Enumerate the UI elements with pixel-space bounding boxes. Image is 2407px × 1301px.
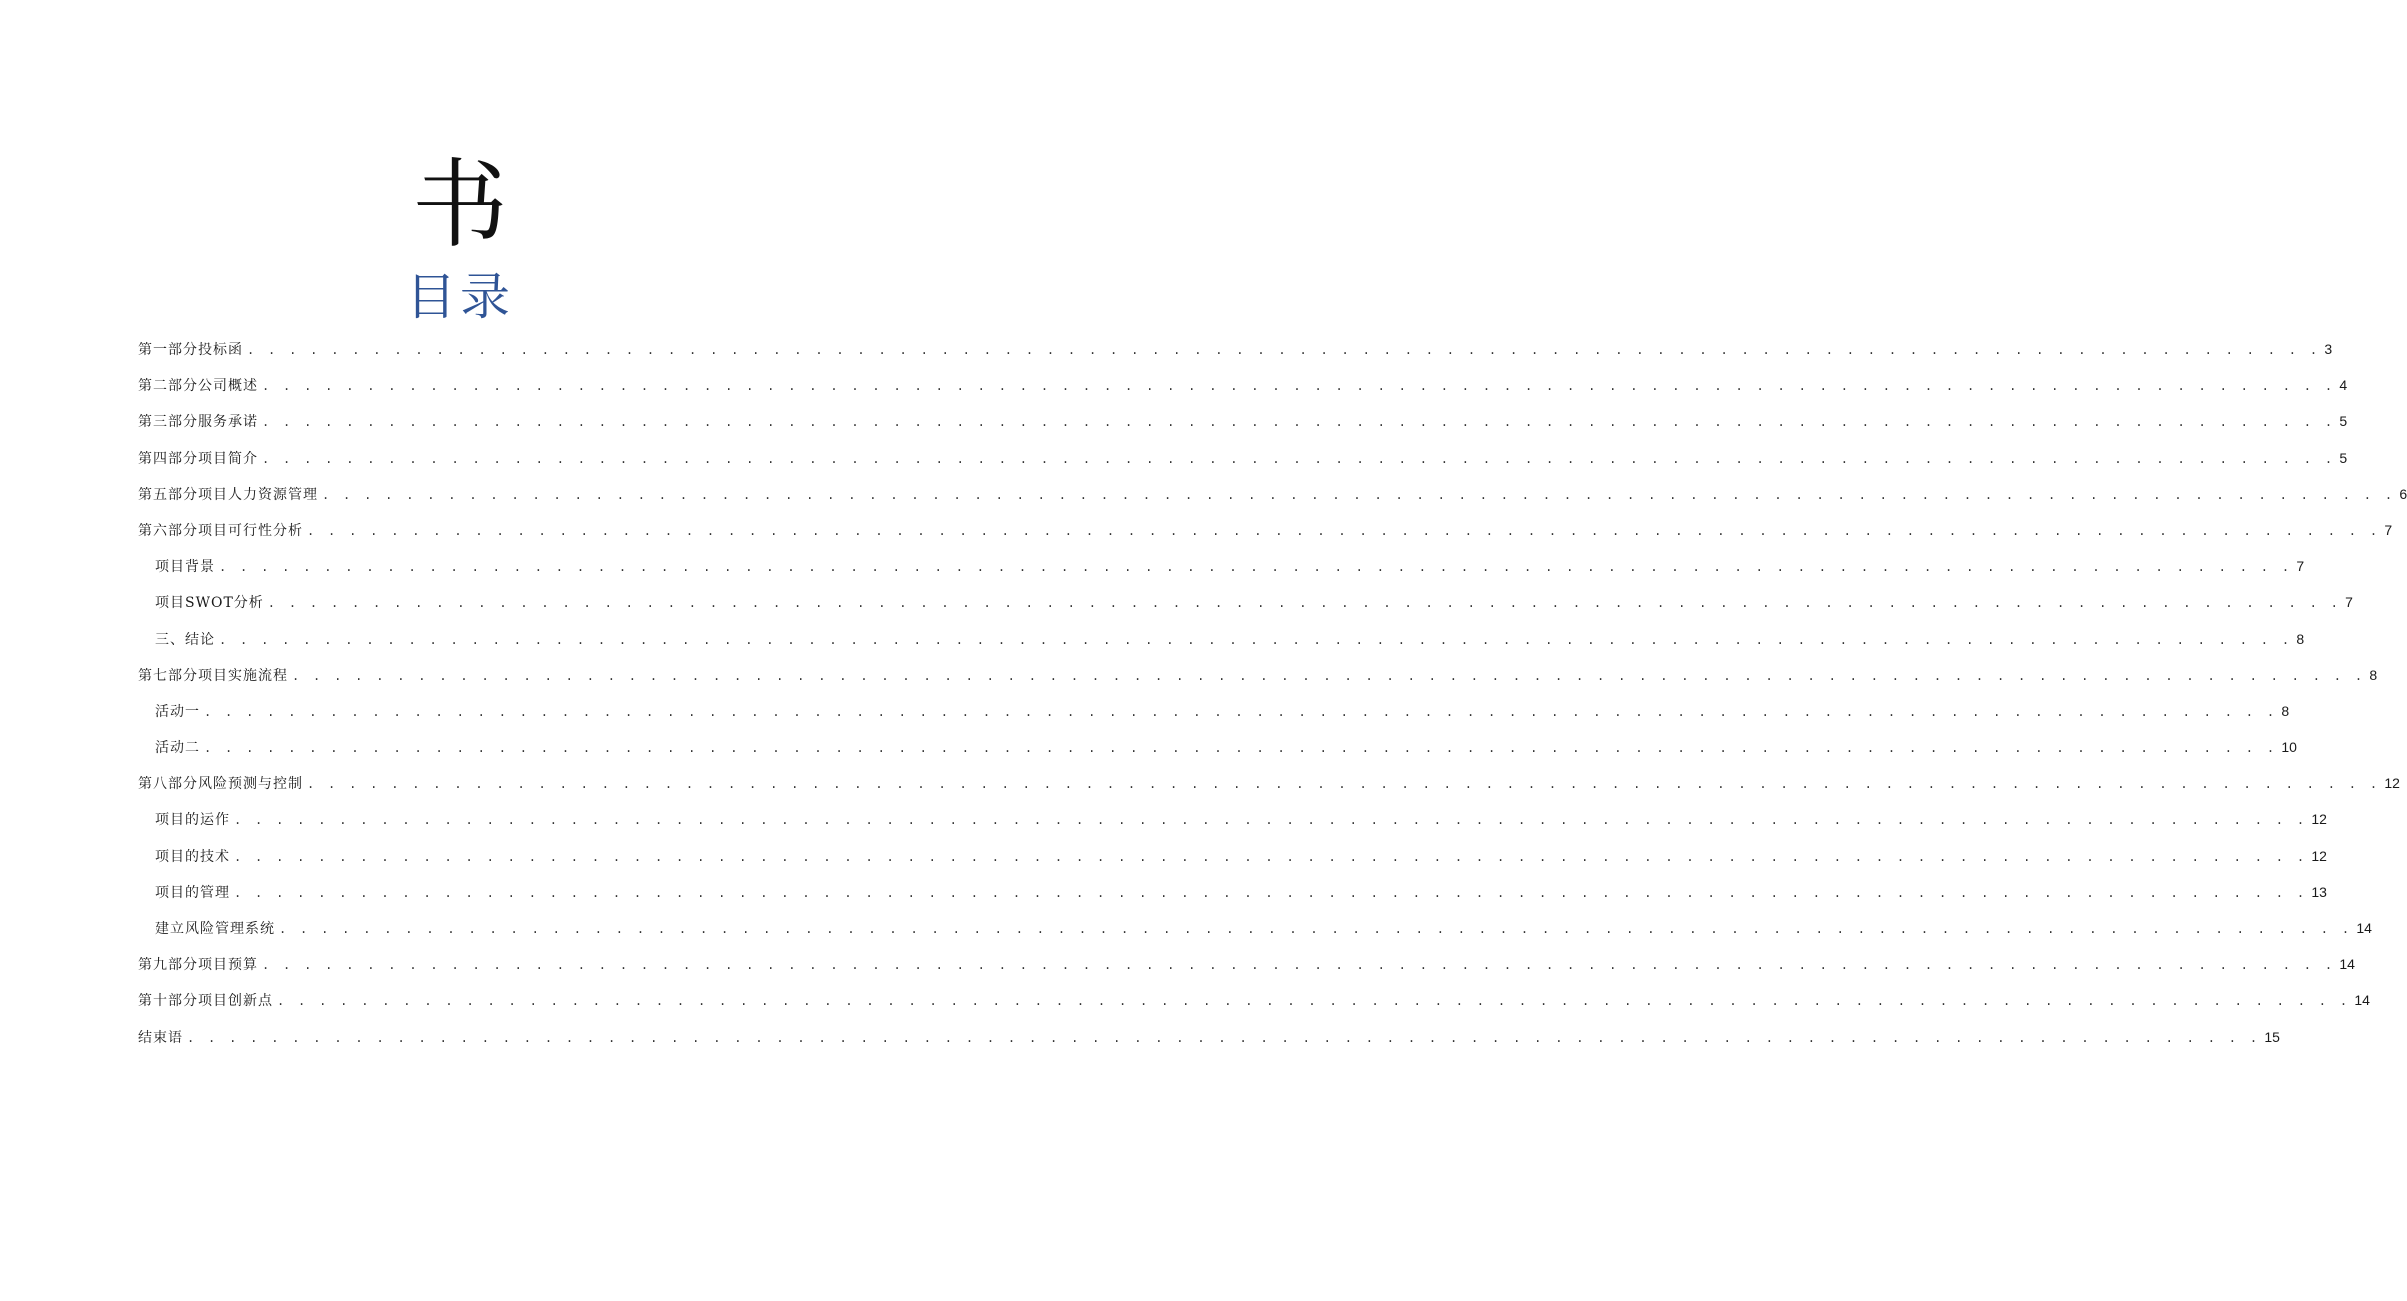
- toc-entry-label: 项目的运作: [155, 812, 230, 829]
- toc-entry-label: 第五部分项目人力资源管理: [138, 486, 318, 503]
- toc-leader-dots: . . . . . . . . . . . . . . . . . . . . . . . . . . . . . . . . . . . . . . . . . . . . . . . . . . . . . . . . . . . . . . . . . . . . . . . . . . . . . . . . . . . . . . . . . . . . . . . . . . .: [247, 343, 2321, 357]
- toc-entry-label: 项目的技术: [155, 848, 230, 865]
- toc-entry[interactable]: [138, 623, 2305, 659]
- toc-entry-label: 第七部分项目实施流程: [138, 667, 288, 684]
- toc-leader-dots: . . . . . . . . . . . . . . . . . . . . . . . . . . . . . . . . . . . . . . . . . . . . . . . . . . . . . . . . . . . . . . . . . . . . . . . . . . . . . . . . . . . . . . . . . . . . . . . . . . .: [322, 487, 2396, 502]
- toc-leader-dots: . . . . . . . . . . . . . . . . . . . . . . . . . . . . . . . . . . . . . . . . . . . . . . . . . . . . . . . . . . . . . . . . . . . . . . . . . . . . . . . . . . . . . . . . . . . . . . . . . . .: [267, 596, 2342, 611]
- toc-leader-dots: . . . . . . . . . . . . . . . . . . . . . . . . . . . . . . . . . . . . . . . . . . . . . . . . . . . . . . . . . . . . . . . . . . . . . . . . . . . . . . . . . . . . . . . . . . . . . . . . . . .: [262, 958, 2336, 973]
- toc-entry-label: 第六部分项目可行性分析: [138, 522, 303, 539]
- toc-entry-page: 12: [2384, 775, 2400, 792]
- toc-entry-page: 8: [2369, 666, 2378, 683]
- heading-character: 书: [412, 149, 508, 261]
- toc-entry-page: 14: [2354, 992, 2370, 1009]
- toc-entry-label: 项目的管理: [155, 884, 230, 901]
- toc-entry-page: 8: [2281, 702, 2290, 719]
- toc-entry[interactable]: [138, 550, 2305, 586]
- toc-entry-label: 建立风险管理系统: [155, 921, 275, 937]
- toc-leader-dots: . . . . . . . . . . . . . . . . . . . . . . . . . . . . . . . . . . . . . . . . . . . . . . . . . . . . . . . . . . . . . . . . . . . . . . . . . . . . . . . . . . . . . . . . . . . . . . . . . . .: [307, 523, 2381, 538]
- toc-entry-label: 第九部分项目预算: [138, 957, 258, 974]
- toc-entry-page: 5: [2339, 449, 2348, 466]
- toc-entry-label: 第四部分项目简介: [138, 450, 258, 467]
- toc-entry-page: 3: [2324, 341, 2333, 357]
- toc-entry[interactable]: [138, 478, 2407, 514]
- toc-entry[interactable]: [138, 333, 2333, 369]
- toc-entry-label: 项目背景: [155, 559, 215, 576]
- toc-entry-page: 13: [2311, 883, 2327, 900]
- toc-entry-page: 14: [2339, 956, 2355, 973]
- toc-entry-label: 活动二: [155, 740, 200, 757]
- toc-leader-dots: . . . . . . . . . . . . . . . . . . . . . . . . . . . . . . . . . . . . . . . . . . . . . . . . . . . . . . . . . . . . . . . . . . . . . . . . . . . . . . . . . . . . . . . . . . . . . . . . . . .: [292, 668, 2366, 683]
- toc-entry[interactable]: [138, 586, 2353, 622]
- toc-entry-page: 7: [2296, 558, 2305, 575]
- toc-entry[interactable]: [138, 948, 2355, 984]
- toc-entry[interactable]: [138, 912, 2372, 948]
- toc-entry[interactable]: [138, 731, 2297, 767]
- toc-entry-label: 结束语: [138, 1029, 183, 1046]
- toc-entry-label: 第三部分服务承诺: [138, 414, 258, 431]
- toc-entry-page: 4: [2339, 377, 2348, 394]
- toc-entry[interactable]: [138, 1021, 2280, 1057]
- toc-entry-page: 7: [2384, 521, 2393, 538]
- toc-leader-dots: . . . . . . . . . . . . . . . . . . . . . . . . . . . . . . . . . . . . . . . . . . . . . . . . . . . . . . . . . . . . . . . . . . . . . . . . . . . . . . . . . . . . . . . . . . . . . . . . . . .: [234, 849, 2308, 864]
- toc-entry[interactable]: [138, 514, 2393, 550]
- toc-leader-dots: . . . . . . . . . . . . . . . . . . . . . . . . . . . . . . . . . . . . . . . . . . . . . . . . . . . . . . . . . . . . . . . . . . . . . . . . . . . . . . . . . . . . . . . . . . . . . . . . . . .: [219, 560, 2293, 575]
- toc-entry[interactable]: [138, 695, 2290, 731]
- toc-entry[interactable]: [138, 442, 2348, 478]
- toc-entry[interactable]: [138, 405, 2348, 441]
- toc-entry[interactable]: [138, 767, 2400, 803]
- toc-leader-dots: . . . . . . . . . . . . . . . . . . . . . . . . . . . . . . . . . . . . . . . . . . . . . . . . . . . . . . . . . . . . . . . . . . . . . . . . . . . . . . . . . . . . . . . . . . . . . . . . . . .: [279, 922, 2353, 936]
- toc-leader-dots: . . . . . . . . . . . . . . . . . . . . . . . . . . . . . . . . . . . . . . . . . . . . . . . . . . . . . . . . . . . . . . . . . . . . . . . . . . . . . . . . . . . . . . . . . . . . . . . . . . .: [262, 451, 2336, 466]
- toc-leader-dots: . . . . . . . . . . . . . . . . . . . . . . . . . . . . . . . . . . . . . . . . . . . . . . . . . . . . . . . . . . . . . . . . . . . . . . . . . . . . . . . . . . . . . . . . . . . . . . . . . . .: [262, 415, 2336, 430]
- table-of-contents: [138, 333, 2407, 1057]
- toc-entry-label: 第一部分投标函: [138, 342, 243, 358]
- toc-leader-dots: . . . . . . . . . . . . . . . . . . . . . . . . . . . . . . . . . . . . . . . . . . . . . . . . . . . . . . . . . . . . . . . . . . . . . . . . . . . . . . . . . . . . . . . . . . . . . . . . . . .: [219, 632, 2293, 647]
- toc-leader-dots: . . . . . . . . . . . . . . . . . . . . . . . . . . . . . . . . . . . . . . . . . . . . . . . . . . . . . . . . . . . . . . . . . . . . . . . . . . . . . . . . . . . . . . . . . . . . . . . . . . .: [307, 777, 2381, 792]
- toc-leader-dots: . . . . . . . . . . . . . . . . . . . . . . . . . . . . . . . . . . . . . . . . . . . . . . . . . . . . . . . . . . . . . . . . . . . . . . . . . . . . . . . . . . . . . . . . . . . . . . . . . . .: [234, 813, 2308, 828]
- toc-entry-label: 活动一: [155, 703, 200, 720]
- toc-entry-label: 三、结论: [155, 631, 215, 648]
- toc-leader-dots: . . . . . . . . . . . . . . . . . . . . . . . . . . . . . . . . . . . . . . . . . . . . . . . . . . . . . . . . . . . . . . . . . . . . . . . . . . . . . . . . . . . . . . . . . . . . . . . . . . .: [204, 704, 2278, 719]
- toc-entry-page: 12: [2311, 811, 2327, 828]
- toc-entry-page: 10: [2281, 739, 2297, 756]
- toc-leader-dots: . . . . . . . . . . . . . . . . . . . . . . . . . . . . . . . . . . . . . . . . . . . . . . . . . . . . . . . . . . . . . . . . . . . . . . . . . . . . . . . . . . . . . . . . . . . . . . . . . . .: [277, 994, 2351, 1009]
- toc-entry[interactable]: [138, 876, 2327, 912]
- toc-entry[interactable]: [138, 840, 2327, 876]
- toc-entry-page: 5: [2339, 413, 2348, 430]
- toc-entry-page: 6: [2399, 485, 2407, 502]
- toc-entry-page: 12: [2311, 847, 2327, 864]
- toc-entry-label: 第十部分项目创新点: [138, 993, 273, 1010]
- toc-entry-page: 14: [2356, 920, 2372, 936]
- toc-entry-label: 第八部分风险预测与控制: [138, 776, 303, 793]
- toc-entry-page: 15: [2264, 1028, 2280, 1045]
- toc-title: 目录: [406, 268, 514, 326]
- toc-entry-label: 第二部分公司概述: [138, 378, 258, 395]
- toc-leader-dots: . . . . . . . . . . . . . . . . . . . . . . . . . . . . . . . . . . . . . . . . . . . . . . . . . . . . . . . . . . . . . . . . . . . . . . . . . . . . . . . . . . . . . . . . . . . . . . . . . . .: [187, 1030, 2261, 1045]
- toc-entry-page: 8: [2296, 630, 2305, 647]
- toc-entry[interactable]: [138, 659, 2378, 695]
- toc-leader-dots: . . . . . . . . . . . . . . . . . . . . . . . . . . . . . . . . . . . . . . . . . . . . . . . . . . . . . . . . . . . . . . . . . . . . . . . . . . . . . . . . . . . . . . . . . . . . . . . . . . .: [262, 379, 2336, 394]
- toc-entry[interactable]: [138, 984, 2370, 1020]
- toc-entry-page: 7: [2345, 594, 2353, 611]
- toc-entry[interactable]: [138, 803, 2327, 839]
- toc-entry[interactable]: [138, 369, 2348, 405]
- toc-leader-dots: . . . . . . . . . . . . . . . . . . . . . . . . . . . . . . . . . . . . . . . . . . . . . . . . . . . . . . . . . . . . . . . . . . . . . . . . . . . . . . . . . . . . . . . . . . . . . . . . . . .: [204, 741, 2278, 756]
- toc-leader-dots: . . . . . . . . . . . . . . . . . . . . . . . . . . . . . . . . . . . . . . . . . . . . . . . . . . . . . . . . . . . . . . . . . . . . . . . . . . . . . . . . . . . . . . . . . . . . . . . . . . .: [234, 885, 2308, 900]
- toc-entry-label: 项目SWOT分析: [155, 595, 264, 612]
